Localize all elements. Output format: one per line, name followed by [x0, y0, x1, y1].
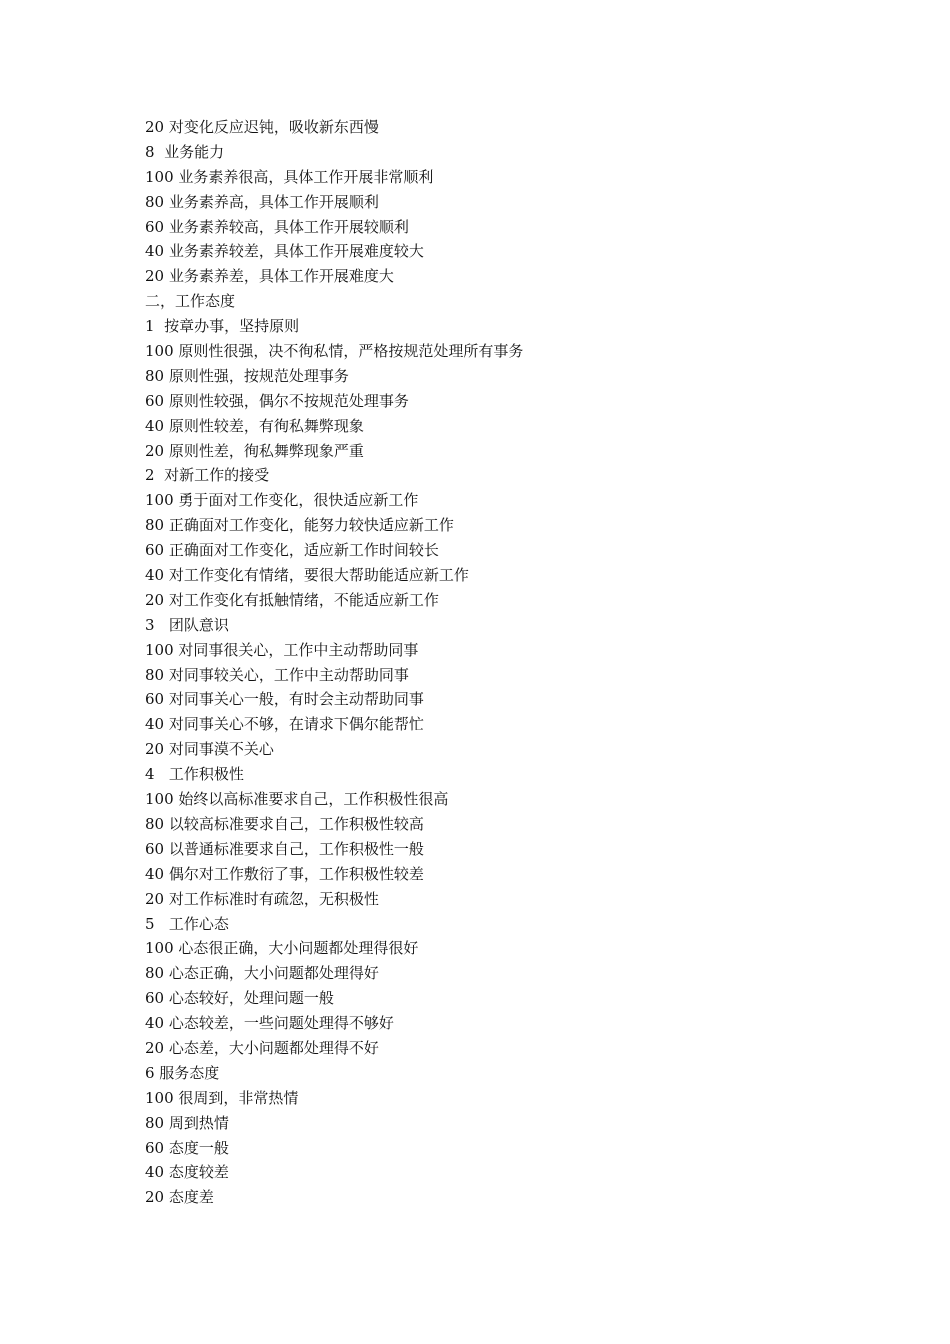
text-line: 100 心态很正确，大小问题都处理得很好 — [145, 939, 419, 958]
text-line: 5 工作心态 — [145, 914, 229, 933]
text-line: 100 勇于面对工作变化，很快适应新工作 — [145, 491, 419, 510]
text-line: 60 对同事关心一般，有时会主动帮助同事 — [145, 690, 424, 709]
text-line: 60 以普通标准要求自己，工作积极性一般 — [145, 839, 424, 858]
text-line: 100 业务素养很高，具体工作开展非常顺利 — [145, 167, 434, 186]
text-line: 40 偶尔对工作敷衍了事，工作积极性较差 — [145, 864, 424, 883]
text-line: 40 对同事关心不够，在请求下偶尔能帮忙 — [145, 715, 424, 734]
text-line: 二，工作态度 — [145, 292, 236, 311]
text-line: 20 对工作标准时有疏忽，无积极性 — [145, 889, 379, 908]
text-line: 3 团队意识 — [145, 615, 229, 634]
text-line: 100 始终以高标准要求自己，工作积极性很高 — [145, 790, 449, 809]
text-line: 1 按章办事，坚持原则 — [145, 317, 300, 336]
text-line: 60 心态较好，处理问题一般 — [145, 989, 334, 1008]
text-line: 40 态度较差 — [145, 1163, 229, 1182]
text-line: 20 原则性差，徇私舞弊现象严重 — [145, 441, 364, 460]
text-line: 4 工作积极性 — [145, 765, 244, 784]
text-line: 40 业务素养较差，具体工作开展难度较大 — [145, 242, 424, 261]
text-line: 80 周到热情 — [145, 1113, 229, 1132]
text-line: 80 业务素养高，具体工作开展顺利 — [145, 192, 379, 211]
text-line: 80 心态正确，大小问题都处理得好 — [145, 964, 379, 983]
text-line: 20 业务素养差，具体工作开展难度大 — [145, 267, 394, 286]
text-line: 100 很周到，非常热情 — [145, 1088, 299, 1107]
text-line: 40 原则性较差，有徇私舞弊现象 — [145, 416, 364, 435]
text-line: 20 对同事漠不关心 — [145, 740, 274, 759]
text-line: 20 对变化反应迟钝，吸收新东西慢 — [145, 118, 379, 136]
text-line: 40 对工作变化有情绪，要很大帮助能适应新工作 — [145, 566, 469, 585]
text-line: 40 心态较差，一些问题处理得不够好 — [145, 1014, 394, 1033]
text-line: 80 对同事较关心，工作中主动帮助同事 — [145, 665, 409, 684]
text-line: 80 正确面对工作变化，能努力较快适应新工作 — [145, 516, 454, 535]
text-line: 80 原则性强，按规范处理事务 — [145, 366, 349, 385]
text-line: 20 态度差 — [145, 1188, 214, 1207]
text-line: 60 态度一般 — [145, 1138, 229, 1157]
text-line: 8 业务能力 — [145, 142, 225, 161]
text-line: 60 原则性较强，偶尔不按规范处理事务 — [145, 391, 409, 410]
text-line: 20 心态差，大小问题都处理得不好 — [145, 1038, 379, 1057]
text-line: 60 业务素养较高，具体工作开展较顺利 — [145, 217, 409, 236]
document-body — [145, 115, 865, 1210]
text-line: 2 对新工作的接受 — [145, 466, 270, 485]
text-line: 100 原则性很强，决不徇私情，严格按规范处理所有事务 — [145, 342, 524, 361]
text-line: 20 对工作变化有抵触情绪，不能适应新工作 — [145, 590, 439, 609]
text-line: 100 对同事很关心，工作中主动帮助同事 — [145, 640, 419, 659]
text-line: 6 服务态度 — [145, 1063, 220, 1082]
text-line: 60 正确面对工作变化，适应新工作时间较长 — [145, 541, 439, 560]
text-line: 80 以较高标准要求自己，工作积极性较高 — [145, 814, 424, 833]
